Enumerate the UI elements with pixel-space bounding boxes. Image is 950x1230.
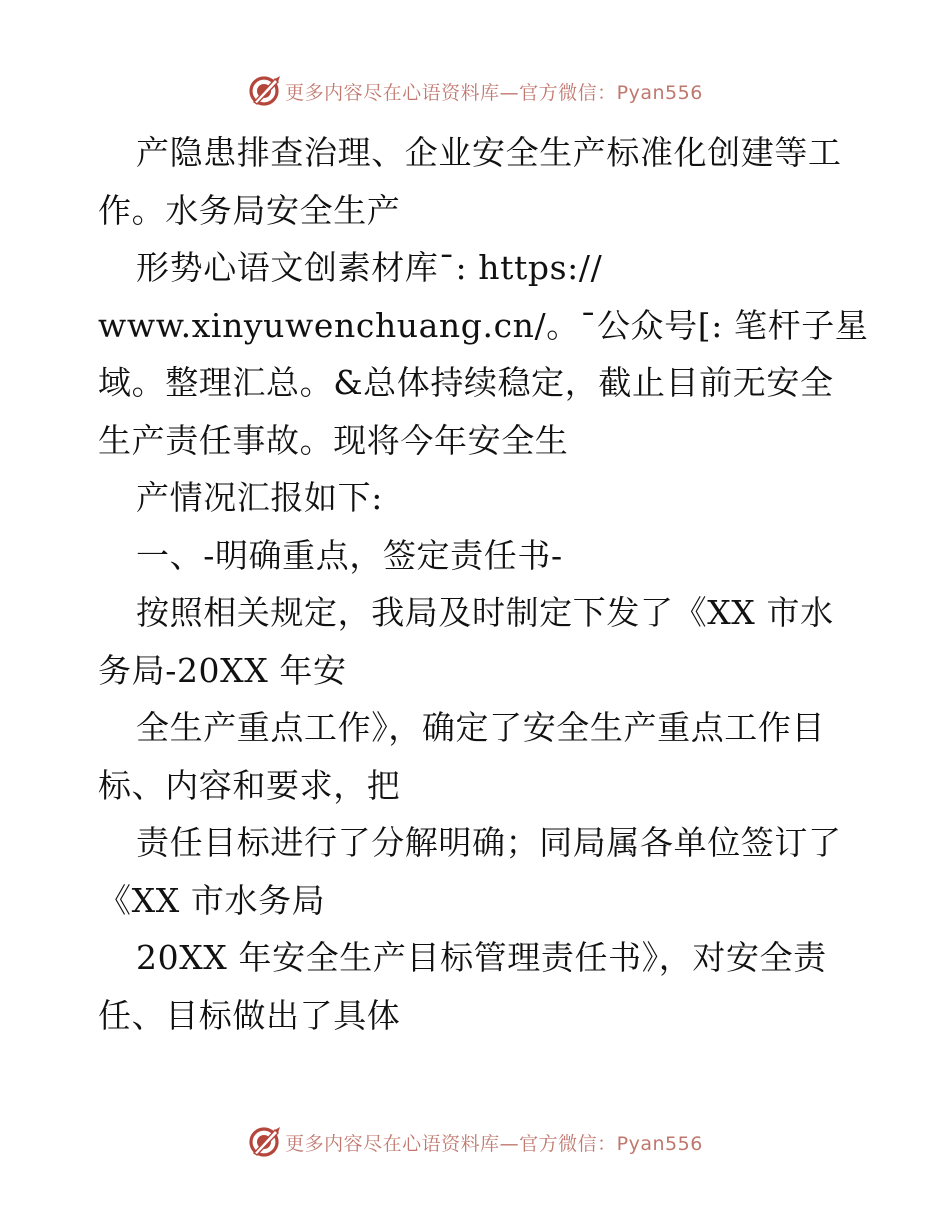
body-line: 责任目标进行了分解明确；同局属各单位签订了 bbox=[136, 823, 842, 862]
body-line: 域。整理汇总。&总体持续稳定，截止目前无安全 bbox=[98, 363, 834, 402]
body-line: 产隐患排查治理、企业安全生产标准化创建等工 bbox=[136, 133, 842, 172]
body-line: 作。水务局安全生产 bbox=[98, 190, 401, 230]
body-line: 标、内容和要求，把 bbox=[98, 765, 401, 805]
footer-banner-text: 更多内容尽在心语资料库—官方微信：Pyan556 bbox=[285, 1132, 703, 1155]
body-line: 形势心语文创素材库¯: https:// bbox=[136, 248, 603, 287]
header-banner bbox=[0, 71, 950, 111]
document-body bbox=[98, 124, 869, 1044]
body-line: 产情况汇报如下: bbox=[136, 478, 383, 517]
body-line: 生产责任事故。现将今年安全生 bbox=[98, 420, 569, 460]
body-line: 务局-20XX 年安 bbox=[98, 650, 347, 690]
body-line: 《XX 市水务局 bbox=[98, 880, 326, 920]
body-line: 按照相关规定，我局及时制定下发了《XX 市水 bbox=[136, 593, 834, 632]
section-heading: 一、-明确重点，签定责任书- bbox=[136, 535, 563, 575]
footer-banner bbox=[0, 1122, 950, 1162]
quill-logo-icon bbox=[247, 74, 281, 108]
header-banner-text: 更多内容尽在心语资料库—官方微信：Pyan556 bbox=[285, 81, 703, 104]
body-line: 20XX 年安全生产目标管理责任书》，对安全责 bbox=[136, 938, 827, 977]
body-line: www.xinyuwenchuang.cn/。¯公众号[: 笔杆子星 bbox=[98, 305, 869, 345]
body-line: 任、目标做出了具体 bbox=[98, 995, 401, 1035]
quill-logo-icon bbox=[247, 1125, 281, 1159]
body-line: 全生产重点工作》，确定了安全生产重点工作目 bbox=[136, 708, 826, 747]
